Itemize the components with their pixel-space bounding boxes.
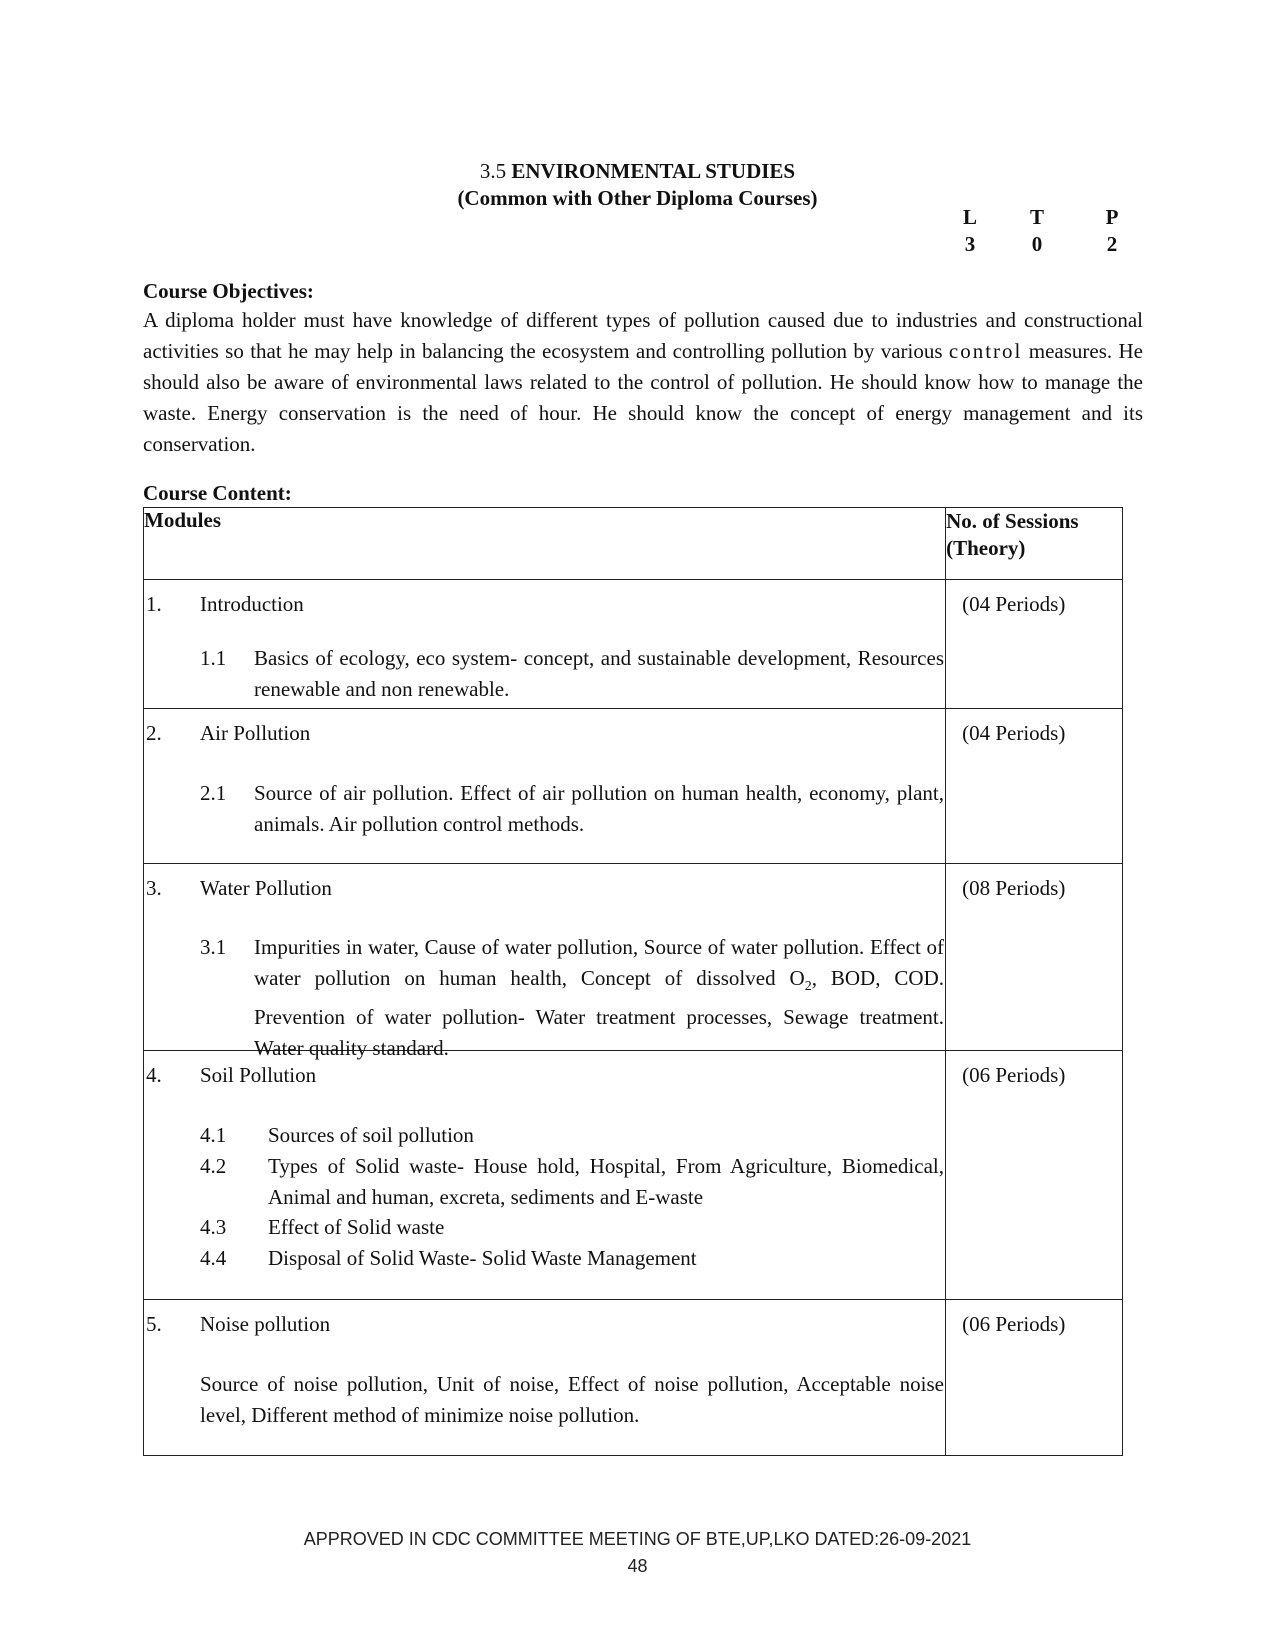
module-title: Air Pollution [200, 721, 311, 745]
submodule-text: Impurities in water, Cause of water pollution, Source of water pollution. Effect of water pollution on human health, Concept of dissolved $O_2$, BOD, COD. Prevention of water pollution- Water treatment processes, Sewage treatment. Water quality standard. [254, 935, 944, 1061]
course-subtitle: (Common with Other Diploma Courses) [457, 186, 818, 210]
module-number: 5. [146, 1312, 162, 1336]
objectives-heading: Course Objectives: [143, 279, 314, 303]
module-number: 1. [146, 592, 162, 616]
course-title: ENVIRONMENTAL STUDIES [511, 159, 796, 183]
approval-footer: APPROVED IN CDC COMMITTEE MEETING OF BTE,UP,LKO DATED:26-09-2021 [303, 1529, 972, 1549]
module-cell [144, 580, 946, 709]
submodule-number: 4.1 [200, 1123, 227, 1147]
ltp-label-t: T [1029, 205, 1044, 229]
submodule-text: Basics of ecology, eco system- concept, and sustainable development, Resources renewable and non renewable. [254, 646, 944, 701]
module-title: Introduction [200, 592, 304, 616]
table-row [144, 709, 1123, 864]
submodule-text: Sources of soil pollution [268, 1123, 474, 1147]
module-cell [144, 1300, 946, 1456]
table-row [144, 1051, 1123, 1300]
table-row [144, 864, 1123, 1051]
module-title: Noise pollution [200, 1312, 331, 1336]
periods-cell [946, 864, 1123, 1051]
module-number: 3. [146, 876, 162, 900]
periods-value: (06 Periods) [962, 1063, 1066, 1087]
table-row [144, 1300, 1123, 1456]
periods-cell [946, 709, 1123, 864]
table-header-row [144, 508, 1123, 580]
module-title: Soil Pollution [200, 1063, 317, 1087]
objectives-paragraph: A diploma holder must have knowledge of different types of pollution caused due to industries and constructional activities so that he may help in balancing the ecosystem and controlling pollution by various control measures. He should also be aware of environmental laws related to the control of pollution. He should know how to manage the waste. Energy conservation is the need of hour. He should know the concept of energy management and its conservation. [143, 308, 1143, 456]
ltp-value-t: 0 [1031, 232, 1043, 256]
submodule-number: 3.1 [200, 935, 227, 959]
submodule-text: Types of Solid waste- House hold, Hospital, From Agriculture, Biomedical, Animal and human, excreta, sediments and E-waste [268, 1154, 944, 1209]
module-cell [144, 864, 946, 1061]
module-text: Source of noise pollution, Unit of noise, Effect of noise pollution, Acceptable noise level, Different method of minimize noise pollution. [200, 1372, 944, 1427]
ltp-label-p: P [1105, 205, 1119, 229]
module-cell [144, 1051, 946, 1300]
submodule-text: Effect of Solid waste [268, 1215, 445, 1239]
submodule-text: Disposal of Solid Waste- Solid Waste Management [268, 1246, 697, 1270]
submodule-number: 4.2 [200, 1154, 227, 1178]
course-number: 3.5 [479, 159, 507, 183]
periods-value: (06 Periods) [962, 1312, 1066, 1336]
submodule-number: 2.1 [200, 781, 227, 805]
page-number: 48 [627, 1556, 648, 1576]
periods-value: (08 Periods) [962, 876, 1066, 900]
document-title-block [0, 158, 1275, 212]
periods-cell [946, 1300, 1123, 1456]
modules-header: Modules [144, 508, 946, 580]
module-title: Water Pollution [200, 876, 332, 900]
table-row [144, 580, 1123, 709]
submodule-number: 4.4 [200, 1246, 227, 1270]
submodule-number: 1.1 [200, 646, 227, 670]
submodule-number: 4.3 [200, 1215, 227, 1239]
page-title [0, 158, 1275, 185]
content-heading: Course Content: [143, 481, 292, 505]
periods-cell [946, 580, 1123, 709]
periods-value: (04 Periods) [962, 592, 1066, 616]
submodule-text: Source of air pollution. Effect of air pollution on human health, economy, plant, animals. Air pollution control methods. [254, 781, 944, 836]
module-number: 2. [146, 721, 162, 745]
ltp-value-p: 2 [1106, 232, 1118, 256]
sessions-header: No. of Sessions (Theory) [946, 508, 1123, 580]
course-content-table [143, 507, 1123, 1456]
module-number: 4. [146, 1063, 162, 1087]
periods-value: (04 Periods) [962, 721, 1066, 745]
ltp-value-l: 3 [964, 232, 976, 256]
module-cell [144, 709, 946, 864]
periods-cell [946, 1051, 1123, 1300]
ltp-label-l: L [962, 205, 977, 229]
